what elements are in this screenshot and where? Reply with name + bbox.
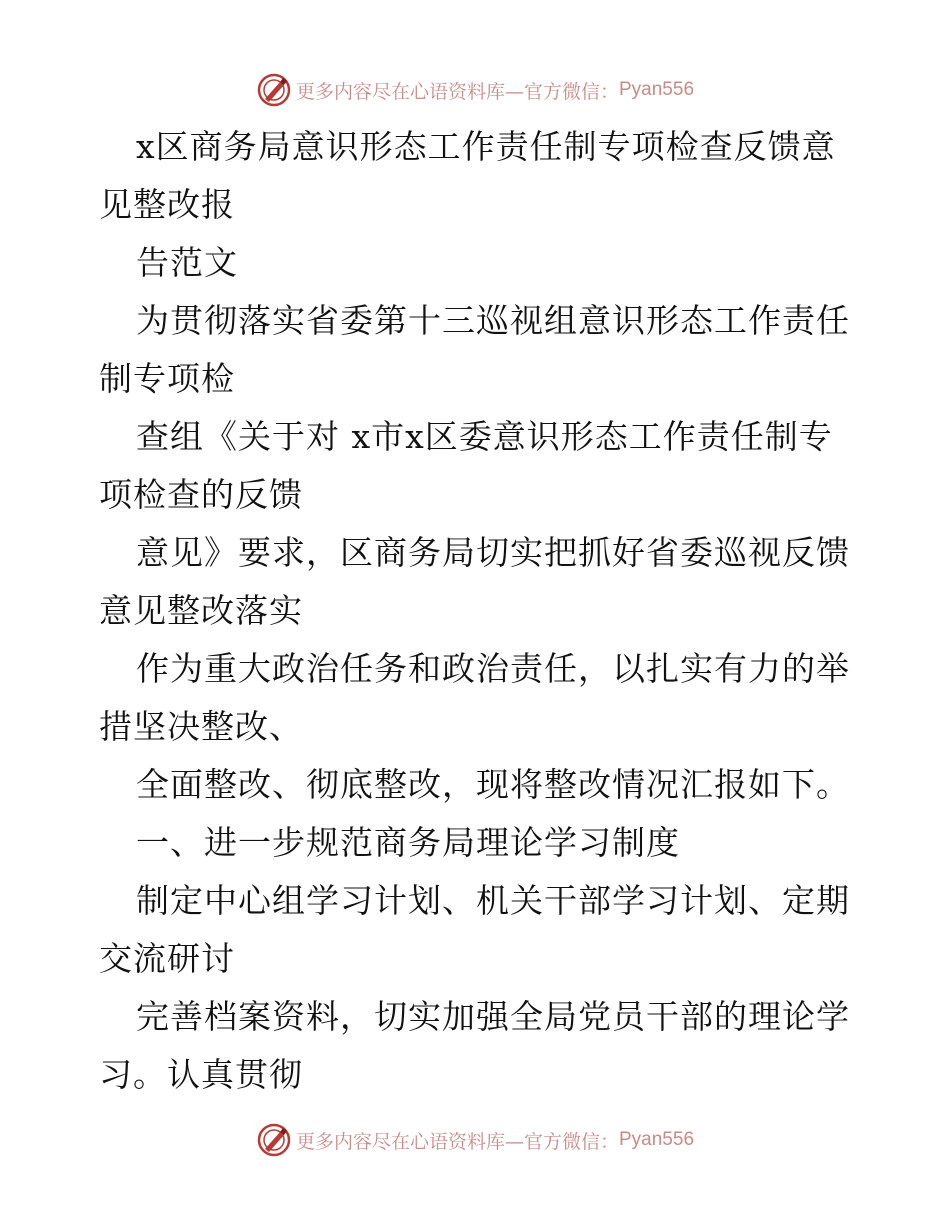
text-line: 项检查的反馈 (99, 475, 303, 514)
text-line: 制专项检 (99, 359, 235, 398)
text-line: 意见》要求，区商务局切实把抓好省委巡视反馈 (136, 533, 850, 572)
text-line: 制定中心组学习计划、机关干部学习计划、定期 (136, 881, 850, 920)
text-line: 全面整改、彻底整改，现将整改情况汇报如下。 (136, 765, 850, 804)
text-line: x区商务局意识形态工作责任制专项检查反馈意 (136, 127, 836, 166)
text-line: 一、进一步规范商务局理论学习制度 (136, 823, 680, 862)
text-line: 告范文 (136, 243, 238, 282)
pen-logo-icon (256, 72, 292, 108)
pen-logo-icon (256, 1122, 292, 1158)
text-line: 措坚决整改、 (99, 707, 303, 746)
text-line: 完善档案资料，切实加强全局党员干部的理论学 (136, 997, 850, 1036)
text-line: 作为重大政治任务和政治责任，以扎实有力的举 (136, 649, 850, 688)
text-line: 习。认真贯彻 (99, 1055, 303, 1094)
text-line: 交流研讨 (99, 939, 235, 978)
watermark-code: Pyan556 (619, 79, 695, 100)
header-watermark (0, 68, 950, 112)
text-line: 意见整改落实 (99, 591, 303, 630)
document-body (99, 118, 859, 1104)
text-line: 见整改报 (99, 185, 235, 224)
text-line: 为贯彻落实省委第十三巡视组意识形态工作责任 (136, 301, 850, 340)
watermark-text: 更多内容尽在心语资料库—官方微信： (295, 1130, 619, 1153)
footer-watermark (0, 1118, 950, 1162)
watermark-text: 更多内容尽在心语资料库—官方微信： (295, 80, 619, 103)
text-line: 查组《关于对 x市x区委意识形态工作责任制专 (136, 417, 833, 456)
watermark-code: Pyan556 (619, 1129, 695, 1150)
